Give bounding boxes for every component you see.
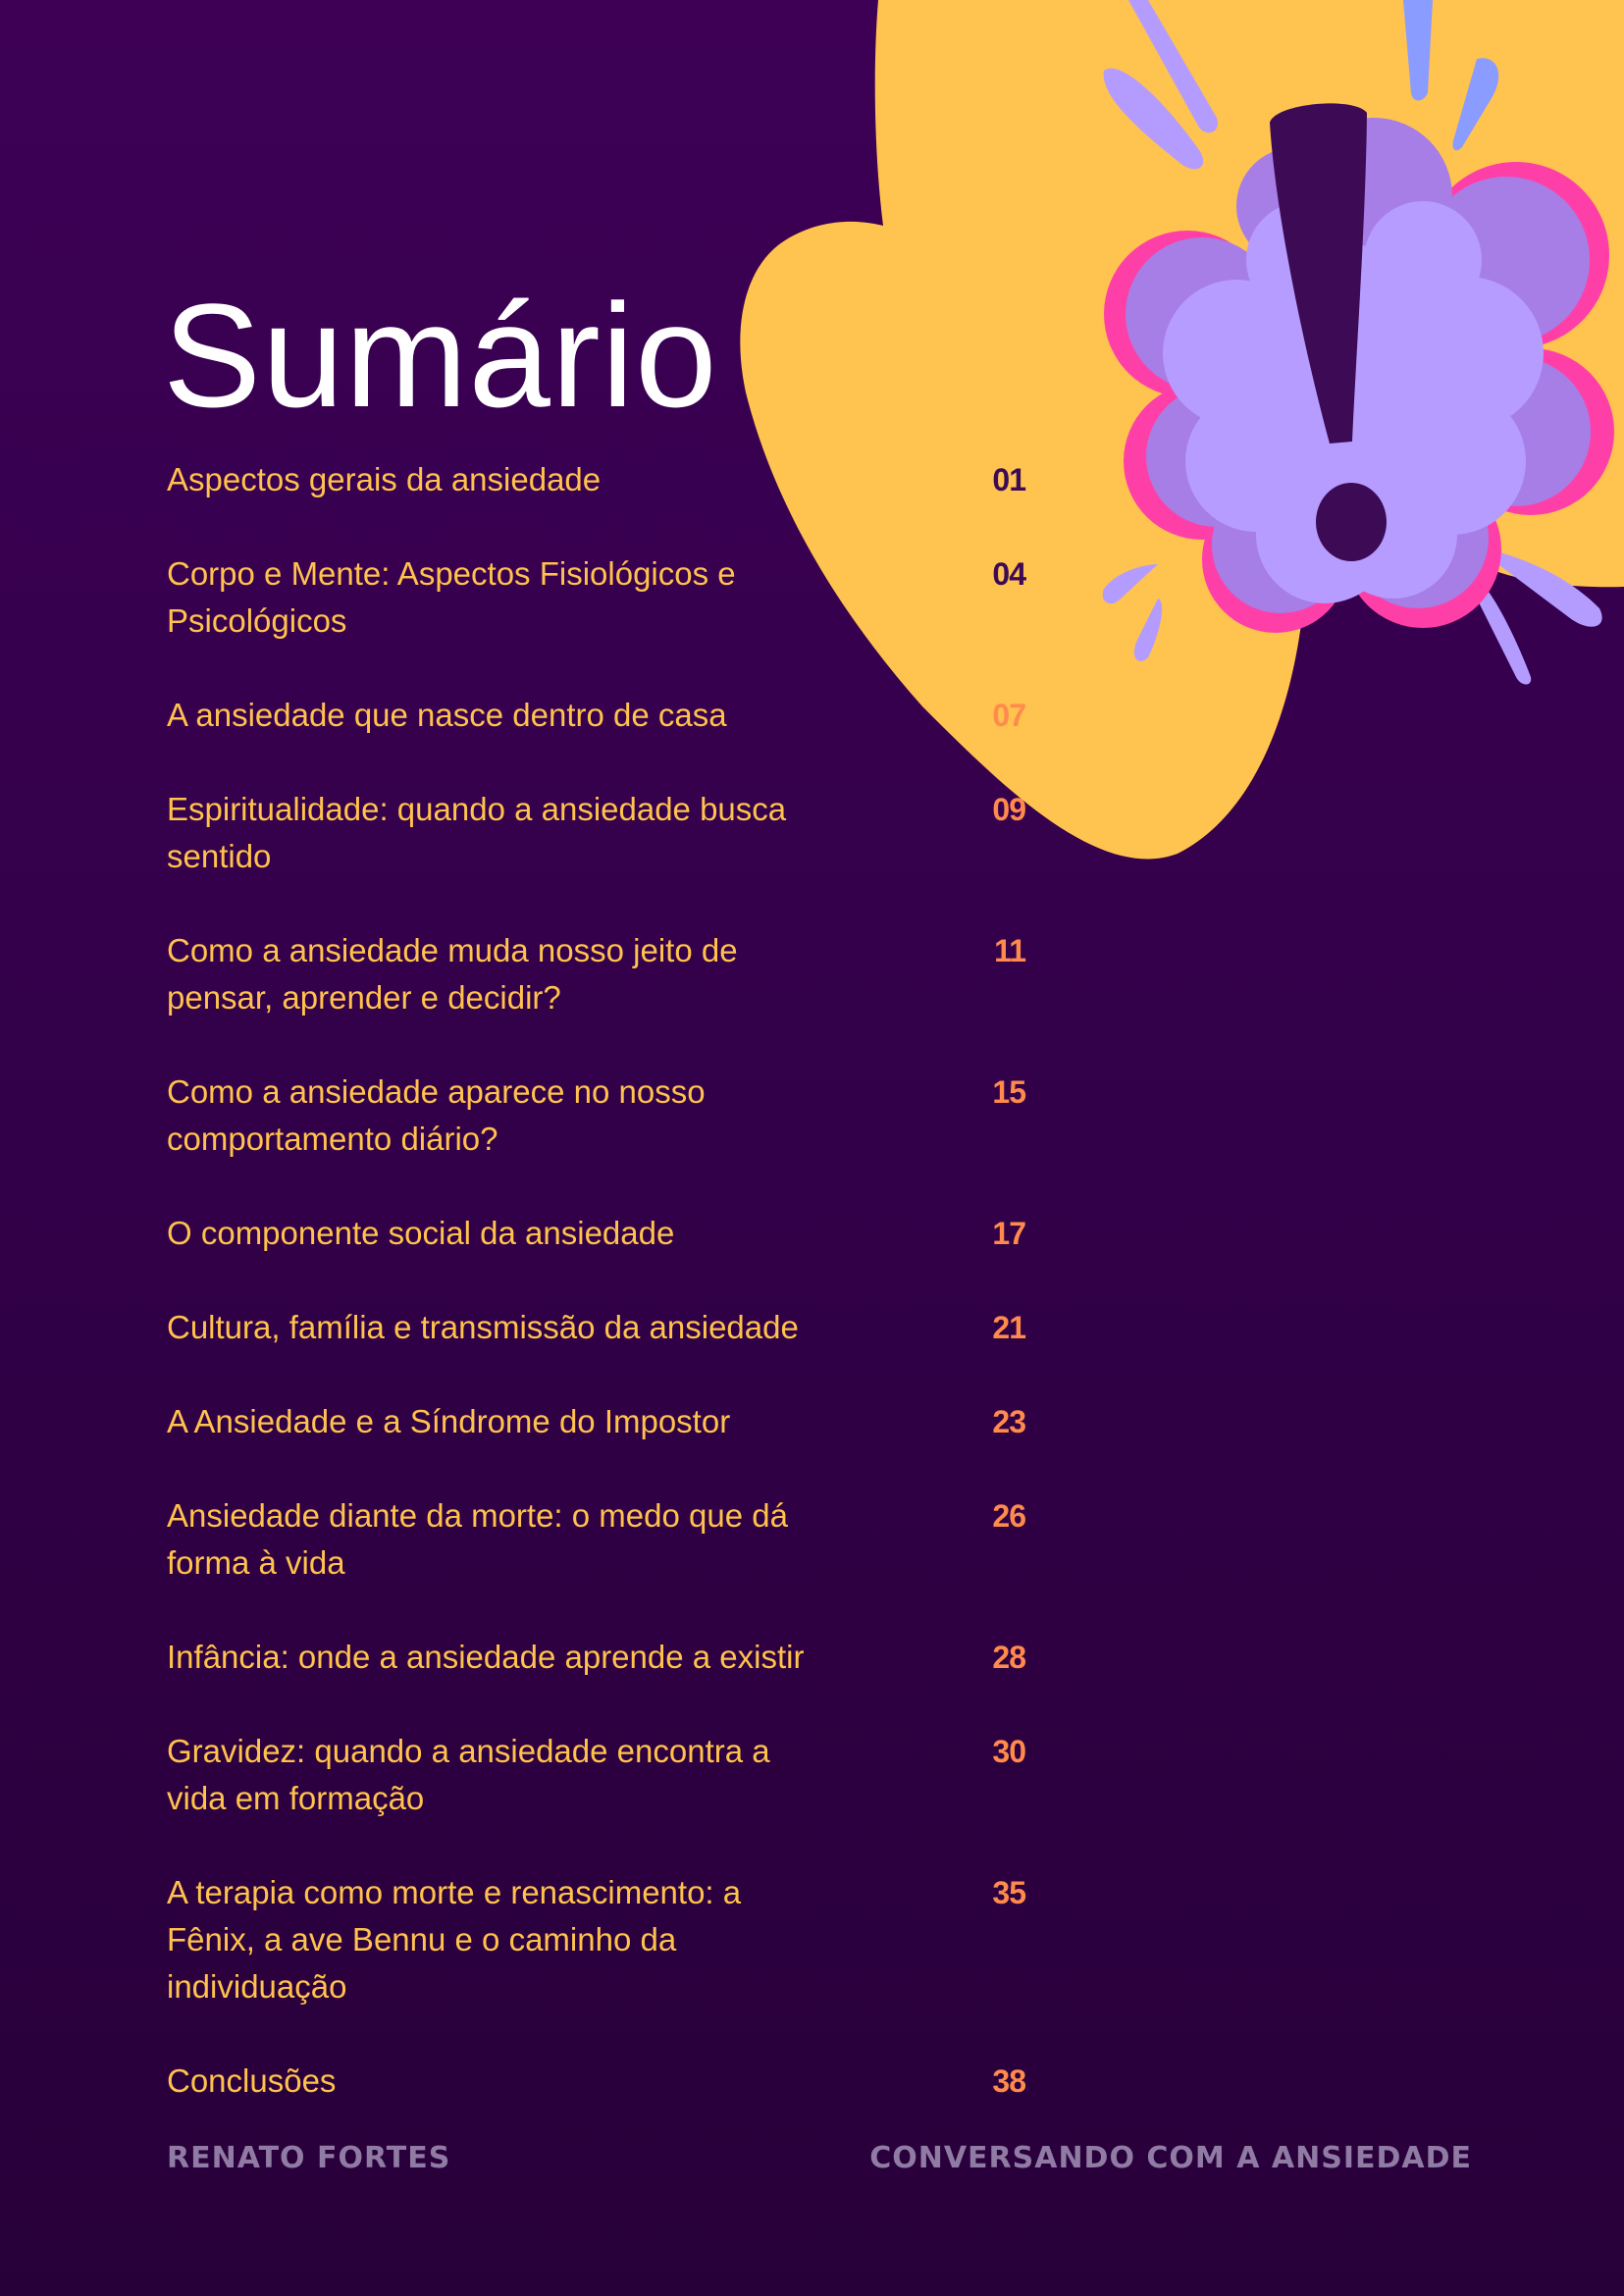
toc-entry-page: 38 xyxy=(992,2063,1025,2099)
toc-entry[interactable] xyxy=(167,1069,1025,1163)
toc-entry-page: 09 xyxy=(992,792,1025,827)
toc-entry-title: Espiritualidade: quando a ansiedade busca sentido xyxy=(167,791,787,874)
toc-entry[interactable] xyxy=(167,1304,1025,1351)
toc-entry-page: 11 xyxy=(994,933,1025,968)
toc-entry[interactable] xyxy=(167,1728,1025,1822)
toc-entry-page: 17 xyxy=(992,1216,1025,1251)
table-of-contents xyxy=(167,456,1025,2152)
toc-entry-page: 26 xyxy=(992,1498,1025,1534)
toc-entry-page: 30 xyxy=(992,1734,1025,1769)
toc-entry[interactable] xyxy=(167,1492,1025,1587)
toc-entry[interactable] xyxy=(167,1869,1025,2010)
toc-entry[interactable] xyxy=(167,2058,1025,2105)
toc-entry-page: 01 xyxy=(992,462,1025,497)
toc-entry-title: Infância: onde a ansiedade aprende a existir xyxy=(167,1639,805,1675)
toc-entry-page: 15 xyxy=(992,1074,1025,1110)
toc-entry-title: Ansiedade diante da morte: o medo que dá forma à vida xyxy=(167,1497,788,1581)
toc-entry[interactable] xyxy=(167,1634,1025,1681)
footer-author: RENATO FORTES xyxy=(167,2141,451,2175)
toc-entry[interactable] xyxy=(167,1398,1025,1445)
toc-entry[interactable] xyxy=(167,927,1025,1021)
toc-entry-title: A ansiedade que nasce dentro de casa xyxy=(167,697,727,733)
toc-entry-page: 35 xyxy=(992,1875,1025,1910)
toc-entry[interactable] xyxy=(167,786,1025,880)
toc-entry[interactable] xyxy=(167,456,1025,503)
toc-entry-title: Cultura, família e transmissão da ansiedade xyxy=(167,1309,799,1345)
toc-entry-page: 23 xyxy=(992,1404,1025,1439)
page-title: Sumário xyxy=(163,273,718,438)
toc-entry-page: 07 xyxy=(992,698,1025,733)
toc-entry-title: Gravidez: quando a ansiedade encontra a vida em formação xyxy=(167,1733,770,1816)
toc-entry-page: 21 xyxy=(992,1310,1025,1345)
toc-entry-page: 28 xyxy=(992,1640,1025,1675)
toc-entry-title: A Ansiedade e a Síndrome do Impostor xyxy=(167,1403,731,1439)
toc-entry-title: Aspectos gerais da ansiedade xyxy=(167,461,602,497)
toc-entry-title: Como a ansiedade aparece no nosso comportamento diário? xyxy=(167,1073,706,1157)
toc-entry-title: O componente social da ansiedade xyxy=(167,1215,675,1251)
footer-book-title: CONVERSANDO COM A ANSIEDADE xyxy=(869,2141,1472,2175)
toc-entry-page: 04 xyxy=(992,556,1025,592)
toc-entry-title: A terapia como morte e renascimento: a Fênix, a ave Bennu e o caminho da individuação xyxy=(167,1874,742,2005)
toc-entry[interactable] xyxy=(167,692,1025,739)
toc-entry[interactable] xyxy=(167,550,1025,645)
toc-entry-title: Conclusões xyxy=(167,2062,337,2099)
toc-entry-title: Corpo e Mente: Aspectos Fisiológicos e Psicológicos xyxy=(167,555,736,639)
toc-entry-title: Como a ansiedade muda nosso jeito de pensar, aprender e decidir? xyxy=(167,932,738,1016)
toc-entry[interactable] xyxy=(167,1210,1025,1257)
